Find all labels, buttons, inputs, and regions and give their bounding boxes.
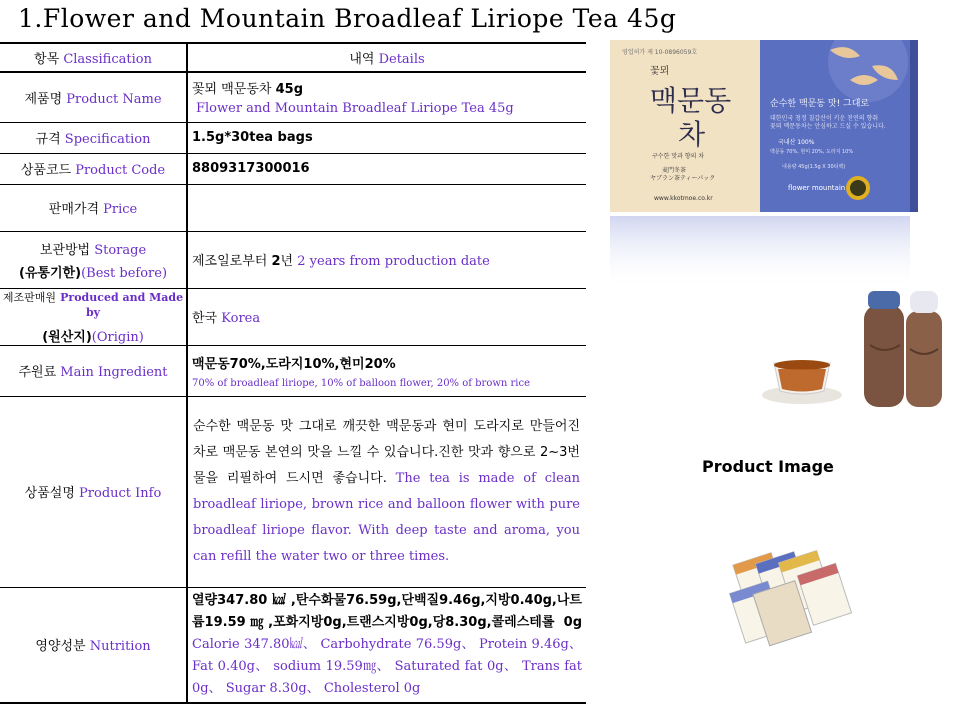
box-desc1: 대한민국 청정 칠갑산이 키운 천연의 향취 — [770, 115, 879, 122]
box-desc2: 꽃뫼 맥문동차는 안심하고 드실 수 있습니다. — [770, 123, 886, 130]
row-storage — [0, 231, 586, 288]
row-product-code — [0, 153, 586, 184]
box-jp2: ヤブラン茶ティーパック — [650, 175, 716, 182]
value-ko: 한국 — [192, 311, 218, 326]
label-en: Product Name — [66, 91, 162, 107]
value-en: Flower and Mountain Broadleaf Liriope Tea 45g — [196, 101, 514, 117]
box-jp1: 麦門冬茶 — [662, 167, 687, 174]
label-ko2: (유통기한) — [18, 265, 82, 281]
box-net: 내용량 45g(1.5g X 30티백) — [782, 164, 846, 170]
box-name1: 맥문동 — [650, 84, 732, 117]
box-logo: flower mountain — [788, 184, 846, 192]
box-brand: 꽃뫼 — [650, 66, 670, 77]
value-en: Calorie 347.80㎉、 Carbohydrate 76.59g、 Protein 9.46g、 Fat 0.40g、 sodium 19.59㎎、 Saturated fat 0g、 Trans fat 0g、 Sugar 8.30g、 Cholesterol 0g — [192, 636, 582, 696]
header-classification: 항목 Classification — [0, 43, 187, 72]
label-en: Storage — [94, 242, 147, 258]
row-specification — [0, 122, 586, 153]
label-en: Specification — [64, 132, 151, 147]
box-ingr: 맥문동 70%, 현미 20%, 도라지 10% — [770, 149, 854, 155]
label-ko: 주원료 — [18, 365, 57, 380]
header-details: 내역 Details — [187, 43, 586, 72]
row-price — [0, 184, 586, 231]
row-product-name — [0, 72, 586, 122]
label-ko2: (원산지) — [42, 329, 92, 345]
label-ko: 보관방법 — [39, 242, 91, 258]
value-en: 70% of broadleaf liriope, 10% of balloon flower, 20% of brown rice — [192, 377, 531, 389]
label-ko: 상품코드 — [20, 163, 72, 178]
label-en: Nutrition — [89, 639, 151, 654]
value: 1.5g*30tea bags — [187, 122, 586, 153]
value-ko: 열량347.80㎉,탄수화물76.59g,단백질9.46g,지방0.40g,나트륨19.59㎎,포화지방0g,트랜스지방0g,당8.30g,콜레스테롤 0g — [192, 592, 582, 630]
spec-table — [0, 42, 586, 704]
box-top-text: 영업허가 제 10-0896059호 — [622, 49, 698, 56]
value-ko: 맥문동70%,도라지10%,현미20% — [192, 356, 396, 372]
row-nutrition — [0, 587, 586, 703]
box-url: www.kkotmoe.co.kr — [654, 195, 713, 202]
label-en2: (Best before) — [81, 265, 168, 281]
value-ko2: 년 — [280, 254, 294, 269]
value — [187, 184, 586, 231]
value-en: 2 years from production date — [297, 254, 490, 269]
product-image-caption: Product Image — [702, 457, 834, 476]
value-en: The tea is made of clean broadleaf liriope, brown rice and balloon flower with pure broadleaf liriope flavor. With deep taste and aroma, you can refill the water two or three times. — [193, 470, 580, 564]
label-en: Price — [103, 202, 138, 217]
label-en2: (Origin) — [91, 329, 144, 345]
box-pct: 국내산 100% — [778, 139, 815, 146]
value-bold: 45g — [275, 82, 304, 98]
label-en: Produced and Made by — [60, 290, 184, 319]
row-origin — [0, 288, 586, 345]
label-ko: 판매가격 — [48, 202, 99, 217]
box-name2: 차 — [678, 118, 706, 151]
value-en: Korea — [221, 311, 261, 326]
tea-box-image — [610, 40, 920, 290]
box-slogan: 구수한 맛과 향의 차 — [652, 153, 705, 160]
value: 8809317300016 — [187, 153, 586, 184]
value-ko: 꽃뫼 맥문동차 — [192, 82, 272, 98]
label-en: Product Info — [79, 486, 162, 501]
row-product-info — [0, 396, 586, 587]
value-ko: 순수한 맥문동 맛 그대로 깨끗한 맥문동과 현미 도라지로 만들어진 차로 맥문동 본연의 맛을 느낄 수 있습니다.진한 맛과 향으로 2~3번 물을 리필하여 드시면 좋습니다. — [193, 418, 580, 486]
tea-bags-image — [715, 535, 865, 650]
table-header-row — [0, 43, 586, 72]
box-headline: 순수한 맥문동 맛! 그대로 — [770, 99, 870, 109]
tea-serving-image — [760, 285, 950, 415]
label-ko: 제품명 — [24, 91, 63, 107]
label-ko: 상품설명 — [24, 486, 75, 501]
label-ko: 영양성분 — [35, 639, 86, 654]
value-bold: 2 — [271, 254, 281, 269]
label-ko: 규격 — [35, 132, 61, 147]
label-en: Main Ingredient — [60, 365, 168, 380]
value-ko1: 제조일로부터 — [192, 254, 268, 269]
row-main-ingredient — [0, 345, 586, 396]
page-title: 1.Flower and Mountain Broadleaf Liriope Tea 45g — [18, 4, 677, 33]
label-ko: 제조판매원 — [2, 290, 57, 304]
label-en: Product Code — [75, 163, 166, 178]
